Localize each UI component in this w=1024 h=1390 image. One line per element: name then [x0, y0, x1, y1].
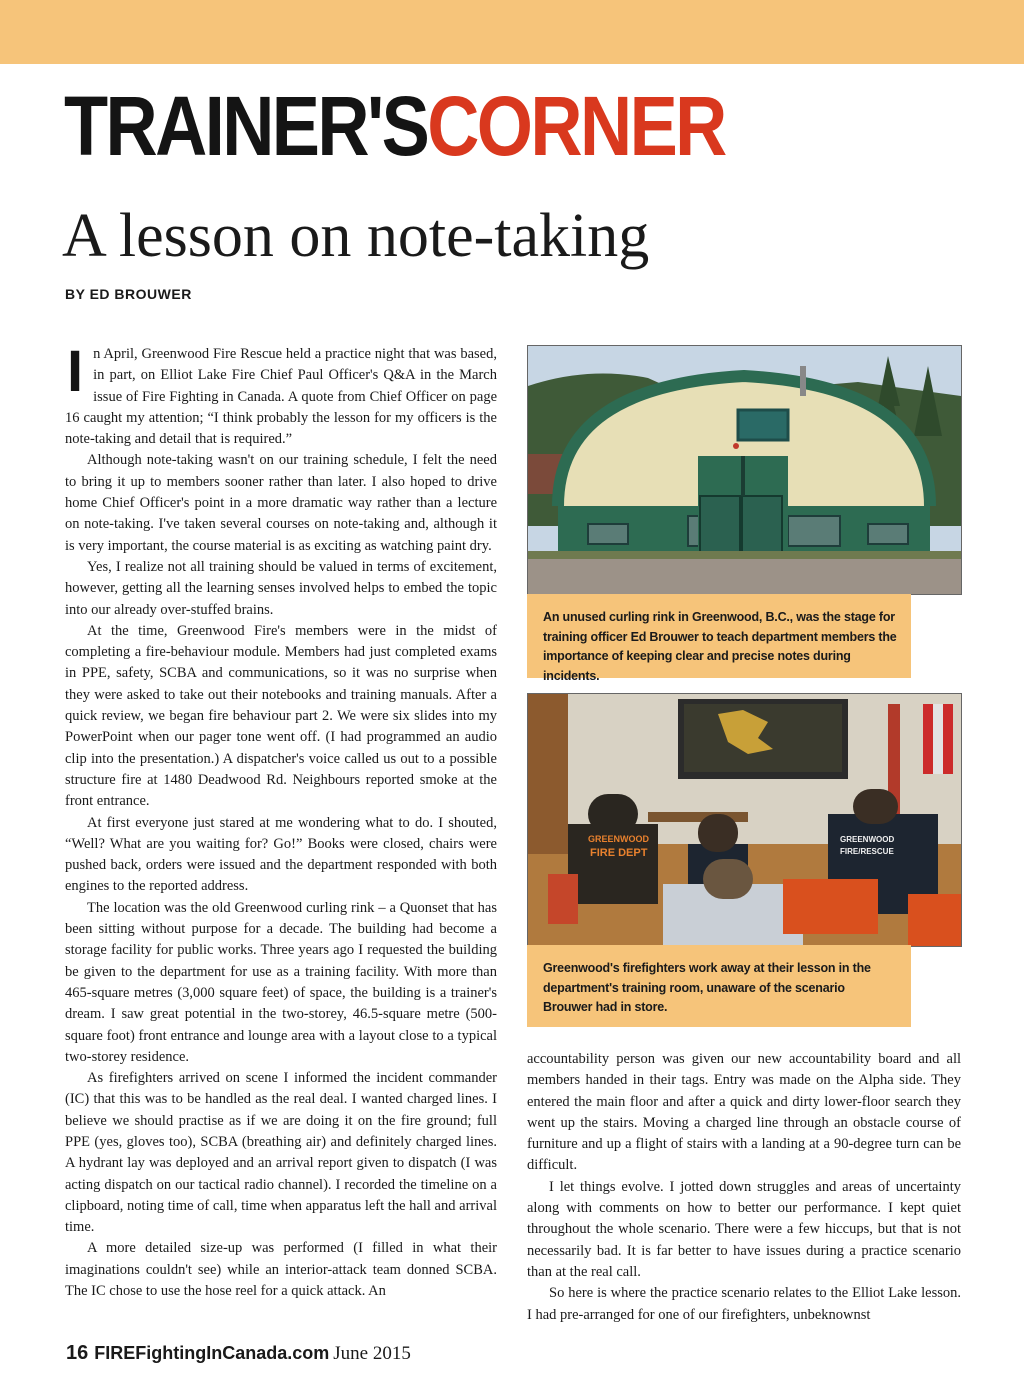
- body-column-1: [65, 339, 497, 1302]
- top-accent-band: [0, 0, 1024, 64]
- paragraph: At the time, Greenwood Fire's members were in the midst of completing a fire-behaviour module. Members had just completed exams in PPE, safety, SCBA and communications, so it was no surprise when they were asked to take out their notebooks and training manuals. After a quick review, we began fire behaviour part 2. We were six slides into my PowerPoint when our pager tone went off. (I had programmed an audio clip into the presentation.) A dispatcher's voice called us out to a possible structure fire at 1480 Deadwood Rd. Neighbours reported smoke at the front entrance.: [65, 622, 497, 810]
- curling-rink-illustration: [528, 346, 961, 594]
- photo-curling-rink: [527, 345, 962, 595]
- paragraph: So here is where the practice scenario relates to the Elliot Lake lesson. I had pre-arranged for one of our firefighters, unbeknownst: [527, 1285, 961, 1323]
- paragraph: [65, 339, 497, 450]
- article-title: A lesson on note-taking: [62, 202, 650, 270]
- drop-cap: I: [67, 339, 84, 404]
- paragraph: As firefighters arrived on scene I informed the incident commander (IC) that this was to be handled as the real deal. I wanted charged lines. I believe we should practise as if we are doing it on the fire ground; full PPE (yes, gloves too), SCBA (breathing air) and definitely charged lines. A hydrant lay was deployed and an arrival report given to dispatch (I was acting dispatch on our tactical radio channel). I recorded the timeline on a clipboard, noting time of call, time when apparatus left the hall and arrival time.: [65, 1070, 497, 1236]
- byline: BY ED BROUWER: [65, 286, 192, 302]
- jacket-print: GREENWOOD: [840, 835, 895, 844]
- training-room-illustration: [528, 694, 961, 946]
- page-number: 16: [66, 1342, 89, 1364]
- body-column-2: [527, 1049, 961, 1326]
- site-name: FIREFightingInCanada.com: [94, 1343, 330, 1363]
- page-footer: [66, 1342, 411, 1365]
- kicker-corner: CORNER: [427, 79, 725, 173]
- photo-caption: An unused curling rink in Greenwood, B.C., was the stage for training officer Ed Brouwer to teach department members the importance of keeping clear and precise notes during incidents.: [527, 594, 911, 678]
- jacket-print: FIRE DEPT: [590, 847, 648, 859]
- paragraph: accountability person was given our new accountability board and all members handed in their tags. Entry was made on the Alpha side. They entered the main floor and after a quick and dirty lower-floor search they went up the stairs. Moving a charged line through an obstacle course of furniture and up a flight of stairs with a landing at a 90-degree turn can be difficult.: [527, 1051, 961, 1174]
- paragraph-text: n April, Greenwood Fire Rescue held a practice night that was based, in part, on Elliot Lake Fire Chief Paul Officer's Q&A in the March issue of Fire Fighting in Canada. A quote from Chief Officer on page 16 caught my attention; “I think probably the lesson for my officers is the note-taking and detail that is required.”: [65, 346, 497, 448]
- jacket-print: GREENWOOD: [588, 834, 650, 844]
- paragraph: A more detailed size-up was performed (I filled in what their imaginations couldn't see) while an interior-attack team donned SCBA. The IC chose to use the hose reel for a quick attack. An: [65, 1240, 497, 1300]
- section-kicker: [64, 80, 725, 172]
- photo-training-room: [527, 693, 962, 947]
- jacket-print: FIRE/RESCUE: [840, 847, 894, 856]
- paragraph: Although note-taking wasn't on our training schedule, I felt the need to bring it up to members sooner rather than later. I also hoped to drive home Chief Officer's point in a more dramatic way rather than a lecture on note-taking. I've taken several courses on note-taking and, although it is very important, the course material is as exciting as watching paint dry.: [65, 452, 497, 554]
- paragraph: The location was the old Greenwood curling rink – a Quonset that has been sitting without purpose for a decade. The building had become a storage facility for public works. Three years ago I requested the building be given to the department for use as a training facility. With more than 465-square metres (3,000 square feet) of space, the building is a trainer's dream. I saw great potential in the two-storey, 46.5-square metre (500-square foot) front entrance and lounge area with a layout close to a typical two-storey residence.: [65, 899, 497, 1065]
- paragraph: At first everyone just stared at me wondering what to do. I shouted, “Well? What are you waiting for? Go!” Books were closed, chairs were pushed back, orders were issued and the department responded with both engines to the reported address.: [65, 814, 497, 895]
- kicker-trainers: TRAINER'S: [64, 79, 428, 173]
- paragraph: I let things evolve. I jotted down struggles and areas of uncertainty along with comments on how to better our performance. I kept quiet throughout the whole scenario. There were a few hiccups, but that is not necessarily bad. It is far better to have issues during a practice scenario than at the real call.: [527, 1178, 961, 1280]
- photo-caption: Greenwood's firefighters work away at their lesson in the department's training room, unaware of the scenario Brouwer had in store.: [527, 945, 911, 1027]
- issue-date: June 2015: [333, 1343, 411, 1364]
- paragraph: Yes, I realize not all training should be valued in terms of excitement, however, getting all the learning senses involved helps to embed the topic into our already over-stuffed brains.: [65, 558, 497, 618]
